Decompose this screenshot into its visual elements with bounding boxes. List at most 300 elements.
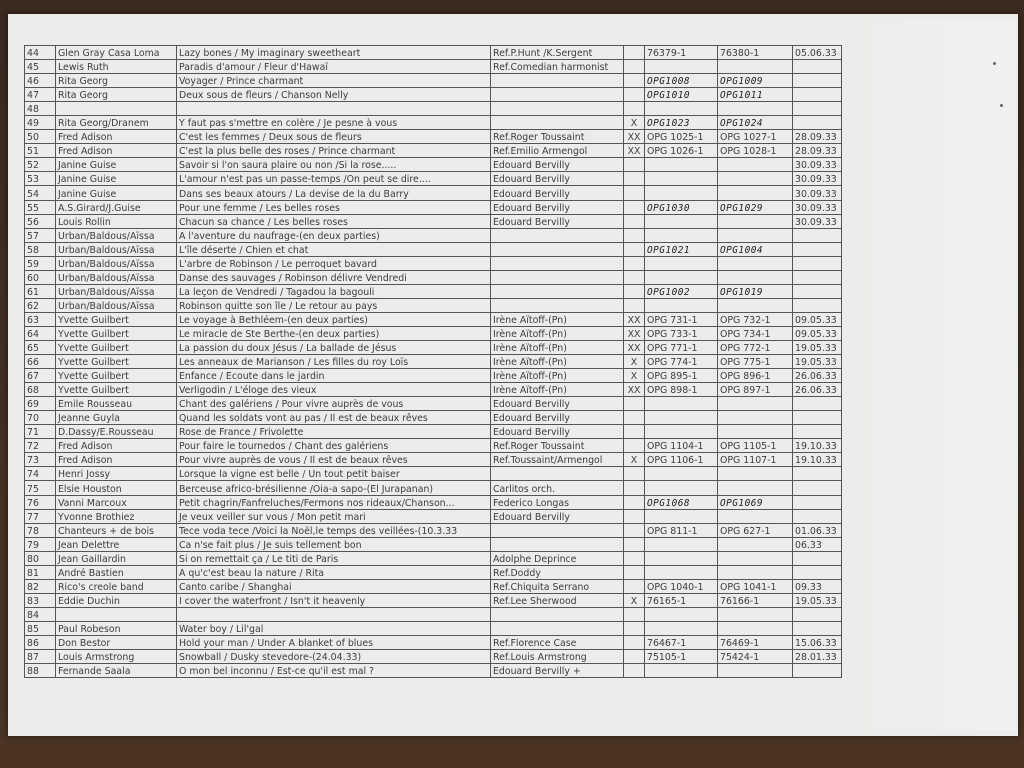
reference-cell: Ref.Louis Armstrong (491, 650, 624, 664)
mark-cell (624, 214, 645, 228)
matrix-b-cell (718, 102, 793, 116)
reference-cell (491, 467, 624, 481)
matrix-b-cell (718, 565, 793, 579)
matrix-a-cell (645, 467, 718, 481)
artist-cell: Eddie Duchin (56, 593, 177, 607)
mark-cell (624, 60, 645, 74)
row-number: 73 (25, 453, 56, 467)
matrix-b-cell (718, 298, 793, 312)
artist-cell: Yvette Guilbert (56, 340, 177, 354)
table-row (25, 242, 842, 256)
title-cell: Pour une femme / Les belles roses (177, 200, 491, 214)
mark-cell (624, 228, 645, 242)
reference-cell (491, 88, 624, 102)
row-number: 74 (25, 467, 56, 481)
row-number: 49 (25, 116, 56, 130)
row-number: 61 (25, 284, 56, 298)
mark-cell: XX (624, 340, 645, 354)
reference-cell (491, 102, 624, 116)
artist-cell: Yvonne Brothiez (56, 509, 177, 523)
table-row (25, 425, 842, 439)
date-cell (793, 565, 842, 579)
reference-cell: Edouard Bervilly (491, 172, 624, 186)
matrix-b-cell: OPG 1041-1 (718, 579, 793, 593)
row-number: 66 (25, 355, 56, 369)
matrix-a-cell: OPG 811-1 (645, 523, 718, 537)
mark-cell (624, 284, 645, 298)
row-number: 55 (25, 200, 56, 214)
matrix-a-cell: 75105-1 (645, 650, 718, 664)
recordings-table (24, 45, 842, 678)
artist-cell: Yvette Guilbert (56, 326, 177, 340)
matrix-a-cell (645, 551, 718, 565)
date-cell (793, 74, 842, 88)
matrix-b-cell (718, 425, 793, 439)
table-row (25, 411, 842, 425)
row-number: 67 (25, 369, 56, 383)
table-row (25, 664, 842, 678)
mark-cell: XX (624, 383, 645, 397)
row-number: 85 (25, 621, 56, 635)
title-cell: Je veux veiller sur vous / Mon petit mari (177, 509, 491, 523)
artist-cell: Yvette Guilbert (56, 355, 177, 369)
matrix-b-cell: OPG1069 (718, 495, 793, 509)
matrix-a-cell: 76165-1 (645, 593, 718, 607)
row-number: 82 (25, 579, 56, 593)
artist-cell (56, 607, 177, 621)
reference-cell: Ref.Roger Toussaint (491, 130, 624, 144)
reference-cell: Adolphe Deprince (491, 551, 624, 565)
date-cell (793, 467, 842, 481)
matrix-b-cell (718, 186, 793, 200)
matrix-b-cell: OPG1009 (718, 74, 793, 88)
row-number: 45 (25, 60, 56, 74)
date-cell (793, 411, 842, 425)
matrix-a-cell: OPG 1026-1 (645, 144, 718, 158)
row-number: 53 (25, 172, 56, 186)
table-row (25, 439, 842, 453)
date-cell (793, 664, 842, 678)
mark-cell (624, 102, 645, 116)
table-row (25, 312, 842, 326)
mark-cell (624, 523, 645, 537)
artist-cell: Henri Jossy (56, 467, 177, 481)
title-cell: La leçon de Vendredi / Tagadou la bagouli (177, 284, 491, 298)
artist-cell: Rita Georg (56, 74, 177, 88)
artist-cell: Louis Rollin (56, 214, 177, 228)
date-cell: 19.05.33 (793, 593, 842, 607)
matrix-b-cell: 76380-1 (718, 46, 793, 60)
date-cell (793, 102, 842, 116)
row-number: 57 (25, 228, 56, 242)
mark-cell: XX (624, 144, 645, 158)
mark-cell (624, 635, 645, 649)
title-cell: Berceuse africo-brésilienne /Oia-a sapo-(El Jurapanan) (177, 481, 491, 495)
date-cell (793, 397, 842, 411)
reference-cell: Edouard Bervilly (491, 214, 624, 228)
title-cell: L'île déserte / Chien et chat (177, 242, 491, 256)
mark-cell: XX (624, 130, 645, 144)
title-cell: Canto caribe / Shanghai (177, 579, 491, 593)
date-cell: 06.33 (793, 537, 842, 551)
artist-cell: Fred Adison (56, 439, 177, 453)
table-row (25, 593, 842, 607)
artist-cell: Urban/Baldous/Aïssa (56, 242, 177, 256)
matrix-b-cell (718, 664, 793, 678)
date-cell (793, 284, 842, 298)
date-cell (793, 551, 842, 565)
date-cell (793, 242, 842, 256)
mark-cell: X (624, 369, 645, 383)
date-cell (793, 298, 842, 312)
matrix-a-cell (645, 481, 718, 495)
row-number: 81 (25, 565, 56, 579)
title-cell: Dans ses beaux atours / La devise de la du Barry (177, 186, 491, 200)
table-row (25, 60, 842, 74)
date-cell (793, 228, 842, 242)
mark-cell (624, 439, 645, 453)
title-cell: Quand les soldats vont au pas / Il est de beaux rêves (177, 411, 491, 425)
date-cell (793, 495, 842, 509)
table-row (25, 284, 842, 298)
table-row (25, 621, 842, 635)
date-cell (793, 607, 842, 621)
matrix-a-cell (645, 607, 718, 621)
row-number: 77 (25, 509, 56, 523)
reference-cell (491, 270, 624, 284)
matrix-a-cell: OPG 1106-1 (645, 453, 718, 467)
matrix-a-cell: OPG1008 (645, 74, 718, 88)
matrix-b-cell (718, 621, 793, 635)
row-number: 44 (25, 46, 56, 60)
mark-cell: X (624, 116, 645, 130)
artist-cell: Don Bestor (56, 635, 177, 649)
matrix-b-cell: OPG 1028-1 (718, 144, 793, 158)
matrix-b-cell: OPG 1105-1 (718, 439, 793, 453)
matrix-b-cell: OPG 734-1 (718, 326, 793, 340)
mark-cell: X (624, 453, 645, 467)
matrix-b-cell: OPG 897-1 (718, 383, 793, 397)
matrix-a-cell: OPG 1025-1 (645, 130, 718, 144)
matrix-a-cell: OPG1002 (645, 284, 718, 298)
table-row (25, 509, 842, 523)
matrix-b-cell: OPG 1027-1 (718, 130, 793, 144)
title-cell: Enfance / Ecoute dans le jardin (177, 369, 491, 383)
table-row (25, 144, 842, 158)
row-number: 71 (25, 425, 56, 439)
date-cell: 26.06.33 (793, 383, 842, 397)
artist-cell: Glen Gray Casa Loma (56, 46, 177, 60)
matrix-a-cell (645, 256, 718, 270)
date-cell: 09.05.33 (793, 326, 842, 340)
row-number: 83 (25, 593, 56, 607)
title-cell: Hold your man / Under A blanket of blues (177, 635, 491, 649)
reference-cell (491, 523, 624, 537)
matrix-b-cell: 76166-1 (718, 593, 793, 607)
artist-cell: Fred Adison (56, 130, 177, 144)
row-number: 63 (25, 312, 56, 326)
date-cell (793, 481, 842, 495)
title-cell: Verligodin / L'éloge des vieux (177, 383, 491, 397)
date-cell: 30.09.33 (793, 214, 842, 228)
title-cell: Y faut pas s'mettre en colère / Je pesne à vous (177, 116, 491, 130)
row-number: 48 (25, 102, 56, 116)
artist-cell: Elsie Houston (56, 481, 177, 495)
date-cell: 28.01.33 (793, 650, 842, 664)
date-cell: 15.06.33 (793, 635, 842, 649)
date-cell: 30.09.33 (793, 200, 842, 214)
date-cell (793, 425, 842, 439)
mark-cell: X (624, 593, 645, 607)
mark-cell (624, 509, 645, 523)
artist-cell: Rico's creole band (56, 579, 177, 593)
matrix-a-cell: OPG 1104-1 (645, 439, 718, 453)
artist-cell: Urban/Baldous/Aïssa (56, 228, 177, 242)
mark-cell (624, 158, 645, 172)
row-number: 70 (25, 411, 56, 425)
row-number: 65 (25, 340, 56, 354)
matrix-b-cell: OPG1029 (718, 200, 793, 214)
reference-cell (491, 228, 624, 242)
matrix-a-cell (645, 186, 718, 200)
reference-cell (491, 621, 624, 635)
reference-cell (491, 537, 624, 551)
table-row (25, 481, 842, 495)
reference-cell: Irène Aïtoff-(Pn) (491, 312, 624, 326)
mark-cell (624, 425, 645, 439)
mark-cell (624, 200, 645, 214)
table-row (25, 467, 842, 481)
matrix-b-cell (718, 60, 793, 74)
matrix-b-cell: OPG 627-1 (718, 523, 793, 537)
mark-cell (624, 650, 645, 664)
title-cell: Pour vivre auprès de vous / Il est de beaux rêves (177, 453, 491, 467)
mark-cell (624, 46, 645, 60)
reference-cell: Irène Aïtoff-(Pn) (491, 326, 624, 340)
matrix-b-cell (718, 270, 793, 284)
title-cell: La passion du doux Jésus / La ballade de Jésus (177, 340, 491, 354)
artist-cell: Emile Rousseau (56, 397, 177, 411)
artist-cell: Chanteurs + de bois (56, 523, 177, 537)
reference-cell: Irène Aïtoff-(Pn) (491, 340, 624, 354)
mark-cell (624, 186, 645, 200)
mark-cell (624, 551, 645, 565)
table-row (25, 200, 842, 214)
matrix-a-cell: OPG1010 (645, 88, 718, 102)
mark-cell (624, 607, 645, 621)
row-number: 78 (25, 523, 56, 537)
matrix-b-cell: OPG1011 (718, 88, 793, 102)
reference-cell (491, 242, 624, 256)
date-cell (793, 509, 842, 523)
date-cell (793, 256, 842, 270)
matrix-a-cell: OPG1030 (645, 200, 718, 214)
artist-cell: Fernande Saala (56, 664, 177, 678)
row-number: 46 (25, 74, 56, 88)
title-cell: L'arbre de Robinson / Le perroquet bavard (177, 256, 491, 270)
date-cell: 01.06.33 (793, 523, 842, 537)
row-number: 75 (25, 481, 56, 495)
date-cell (793, 60, 842, 74)
artist-cell (56, 102, 177, 116)
table-row (25, 551, 842, 565)
artist-cell: Janine Guise (56, 172, 177, 186)
title-cell: Lazy bones / My imaginary sweetheart (177, 46, 491, 60)
matrix-b-cell: OPG1004 (718, 242, 793, 256)
matrix-a-cell: OPG 771-1 (645, 340, 718, 354)
matrix-b-cell (718, 411, 793, 425)
matrix-b-cell (718, 509, 793, 523)
matrix-a-cell (645, 509, 718, 523)
matrix-a-cell (645, 60, 718, 74)
title-cell (177, 607, 491, 621)
matrix-a-cell: OPG 733-1 (645, 326, 718, 340)
artist-cell: Vanni Marcoux (56, 495, 177, 509)
title-cell: C'est la plus belle des roses / Prince charmant (177, 144, 491, 158)
table-row (25, 355, 842, 369)
matrix-b-cell (718, 256, 793, 270)
row-number: 56 (25, 214, 56, 228)
row-number: 59 (25, 256, 56, 270)
artist-cell: Urban/Baldous/Aïssa (56, 298, 177, 312)
date-cell: 09.33 (793, 579, 842, 593)
artist-cell: Fred Adison (56, 144, 177, 158)
mark-cell (624, 242, 645, 256)
title-cell: Water boy / Lil'gal (177, 621, 491, 635)
matrix-b-cell: OPG 772-1 (718, 340, 793, 354)
table-row (25, 607, 842, 621)
artist-cell: A.S.Girard/J.Guise (56, 200, 177, 214)
matrix-b-cell: 76469-1 (718, 635, 793, 649)
mark-cell (624, 467, 645, 481)
paper-speck (993, 62, 996, 65)
row-number: 62 (25, 298, 56, 312)
row-number: 79 (25, 537, 56, 551)
reference-cell: Ref.Comedian harmonist (491, 60, 624, 74)
date-cell: 28.09.33 (793, 130, 842, 144)
mark-cell (624, 298, 645, 312)
matrix-a-cell: OPG 898-1 (645, 383, 718, 397)
title-cell: A l'aventure du naufrage-(en deux parties) (177, 228, 491, 242)
matrix-a-cell: OPG1068 (645, 495, 718, 509)
artist-cell: Lewis Ruth (56, 60, 177, 74)
title-cell: Lorsque la vigne est belle / Un tout petit baiser (177, 467, 491, 481)
reference-cell: Edouard Bervilly (491, 200, 624, 214)
matrix-a-cell (645, 565, 718, 579)
title-cell: Chant des galériens / Pour vivre auprès de vous (177, 397, 491, 411)
mark-cell (624, 74, 645, 88)
matrix-b-cell: OPG 1107-1 (718, 453, 793, 467)
title-cell: Le miracle de Ste Berthe-(en deux parties) (177, 326, 491, 340)
table-row (25, 74, 842, 88)
mark-cell (624, 397, 645, 411)
date-cell (793, 88, 842, 102)
artist-cell: Urban/Baldous/Aïssa (56, 284, 177, 298)
date-cell: 09.05.33 (793, 312, 842, 326)
reference-cell: Irène Aïtoff-(Pn) (491, 355, 624, 369)
matrix-b-cell: OPG1019 (718, 284, 793, 298)
reference-cell: Ref.Roger Toussaint (491, 439, 624, 453)
matrix-a-cell (645, 621, 718, 635)
matrix-b-cell (718, 158, 793, 172)
reference-cell: Federico Longas (491, 495, 624, 509)
reference-cell: Edouard Bervilly (491, 509, 624, 523)
matrix-b-cell (718, 607, 793, 621)
table-row (25, 579, 842, 593)
matrix-b-cell: OPG 896-1 (718, 369, 793, 383)
matrix-a-cell: OPG 895-1 (645, 369, 718, 383)
matrix-b-cell: OPG1024 (718, 116, 793, 130)
table-row (25, 340, 842, 354)
artist-cell: Rita Georg/Dranem (56, 116, 177, 130)
title-cell: Pour faire le tournedos / Chant des galériens (177, 439, 491, 453)
row-number: 68 (25, 383, 56, 397)
table-row (25, 158, 842, 172)
mark-cell: XX (624, 312, 645, 326)
reference-cell: Edouard Bervilly (491, 411, 624, 425)
table-row (25, 495, 842, 509)
table-row (25, 214, 842, 228)
mark-cell (624, 270, 645, 284)
table-row (25, 172, 842, 186)
artist-cell: Fred Adison (56, 453, 177, 467)
date-cell: 30.09.33 (793, 172, 842, 186)
mark-cell (624, 537, 645, 551)
title-cell: Les anneaux de Marianson / Les filles du roy Loïs (177, 355, 491, 369)
table-row (25, 523, 842, 537)
date-cell: 19.05.33 (793, 340, 842, 354)
artist-cell: Yvette Guilbert (56, 383, 177, 397)
artist-cell: Rita Georg (56, 88, 177, 102)
table-row (25, 228, 842, 242)
artist-cell: André Bastien (56, 565, 177, 579)
reference-cell: Ref.Toussaint/Armengol (491, 453, 624, 467)
title-cell: Deux sous de fleurs / Chanson Nelly (177, 88, 491, 102)
artist-cell: Urban/Baldous/Aïssa (56, 270, 177, 284)
artist-cell: Janine Guise (56, 158, 177, 172)
table-body (25, 46, 842, 678)
table-row (25, 369, 842, 383)
title-cell: I cover the waterfront / Isn't it heavenly (177, 593, 491, 607)
reference-cell (491, 116, 624, 130)
table-row (25, 256, 842, 270)
reference-cell: Edouard Bervilly (491, 186, 624, 200)
matrix-b-cell (718, 214, 793, 228)
table-row (25, 46, 842, 60)
mark-cell: XX (624, 326, 645, 340)
matrix-a-cell (645, 298, 718, 312)
row-number: 60 (25, 270, 56, 284)
row-number: 69 (25, 397, 56, 411)
table-row (25, 102, 842, 116)
mark-cell (624, 172, 645, 186)
artist-cell: Urban/Baldous/Aïssa (56, 256, 177, 270)
row-number: 47 (25, 88, 56, 102)
reference-cell (491, 256, 624, 270)
reference-cell: Irène Aïtoff-(Pn) (491, 369, 624, 383)
matrix-b-cell (718, 172, 793, 186)
artist-cell: Jean Delettre (56, 537, 177, 551)
mark-cell (624, 664, 645, 678)
table-row (25, 298, 842, 312)
title-cell: Paradis d'amour / Fleur d'Hawaï (177, 60, 491, 74)
matrix-b-cell (718, 537, 793, 551)
matrix-a-cell (645, 397, 718, 411)
table-row (25, 383, 842, 397)
table-row (25, 650, 842, 664)
row-number: 72 (25, 439, 56, 453)
title-cell: Petit chagrin/Fanfreluches/Fermons nos rideaux/Chanson... (177, 495, 491, 509)
